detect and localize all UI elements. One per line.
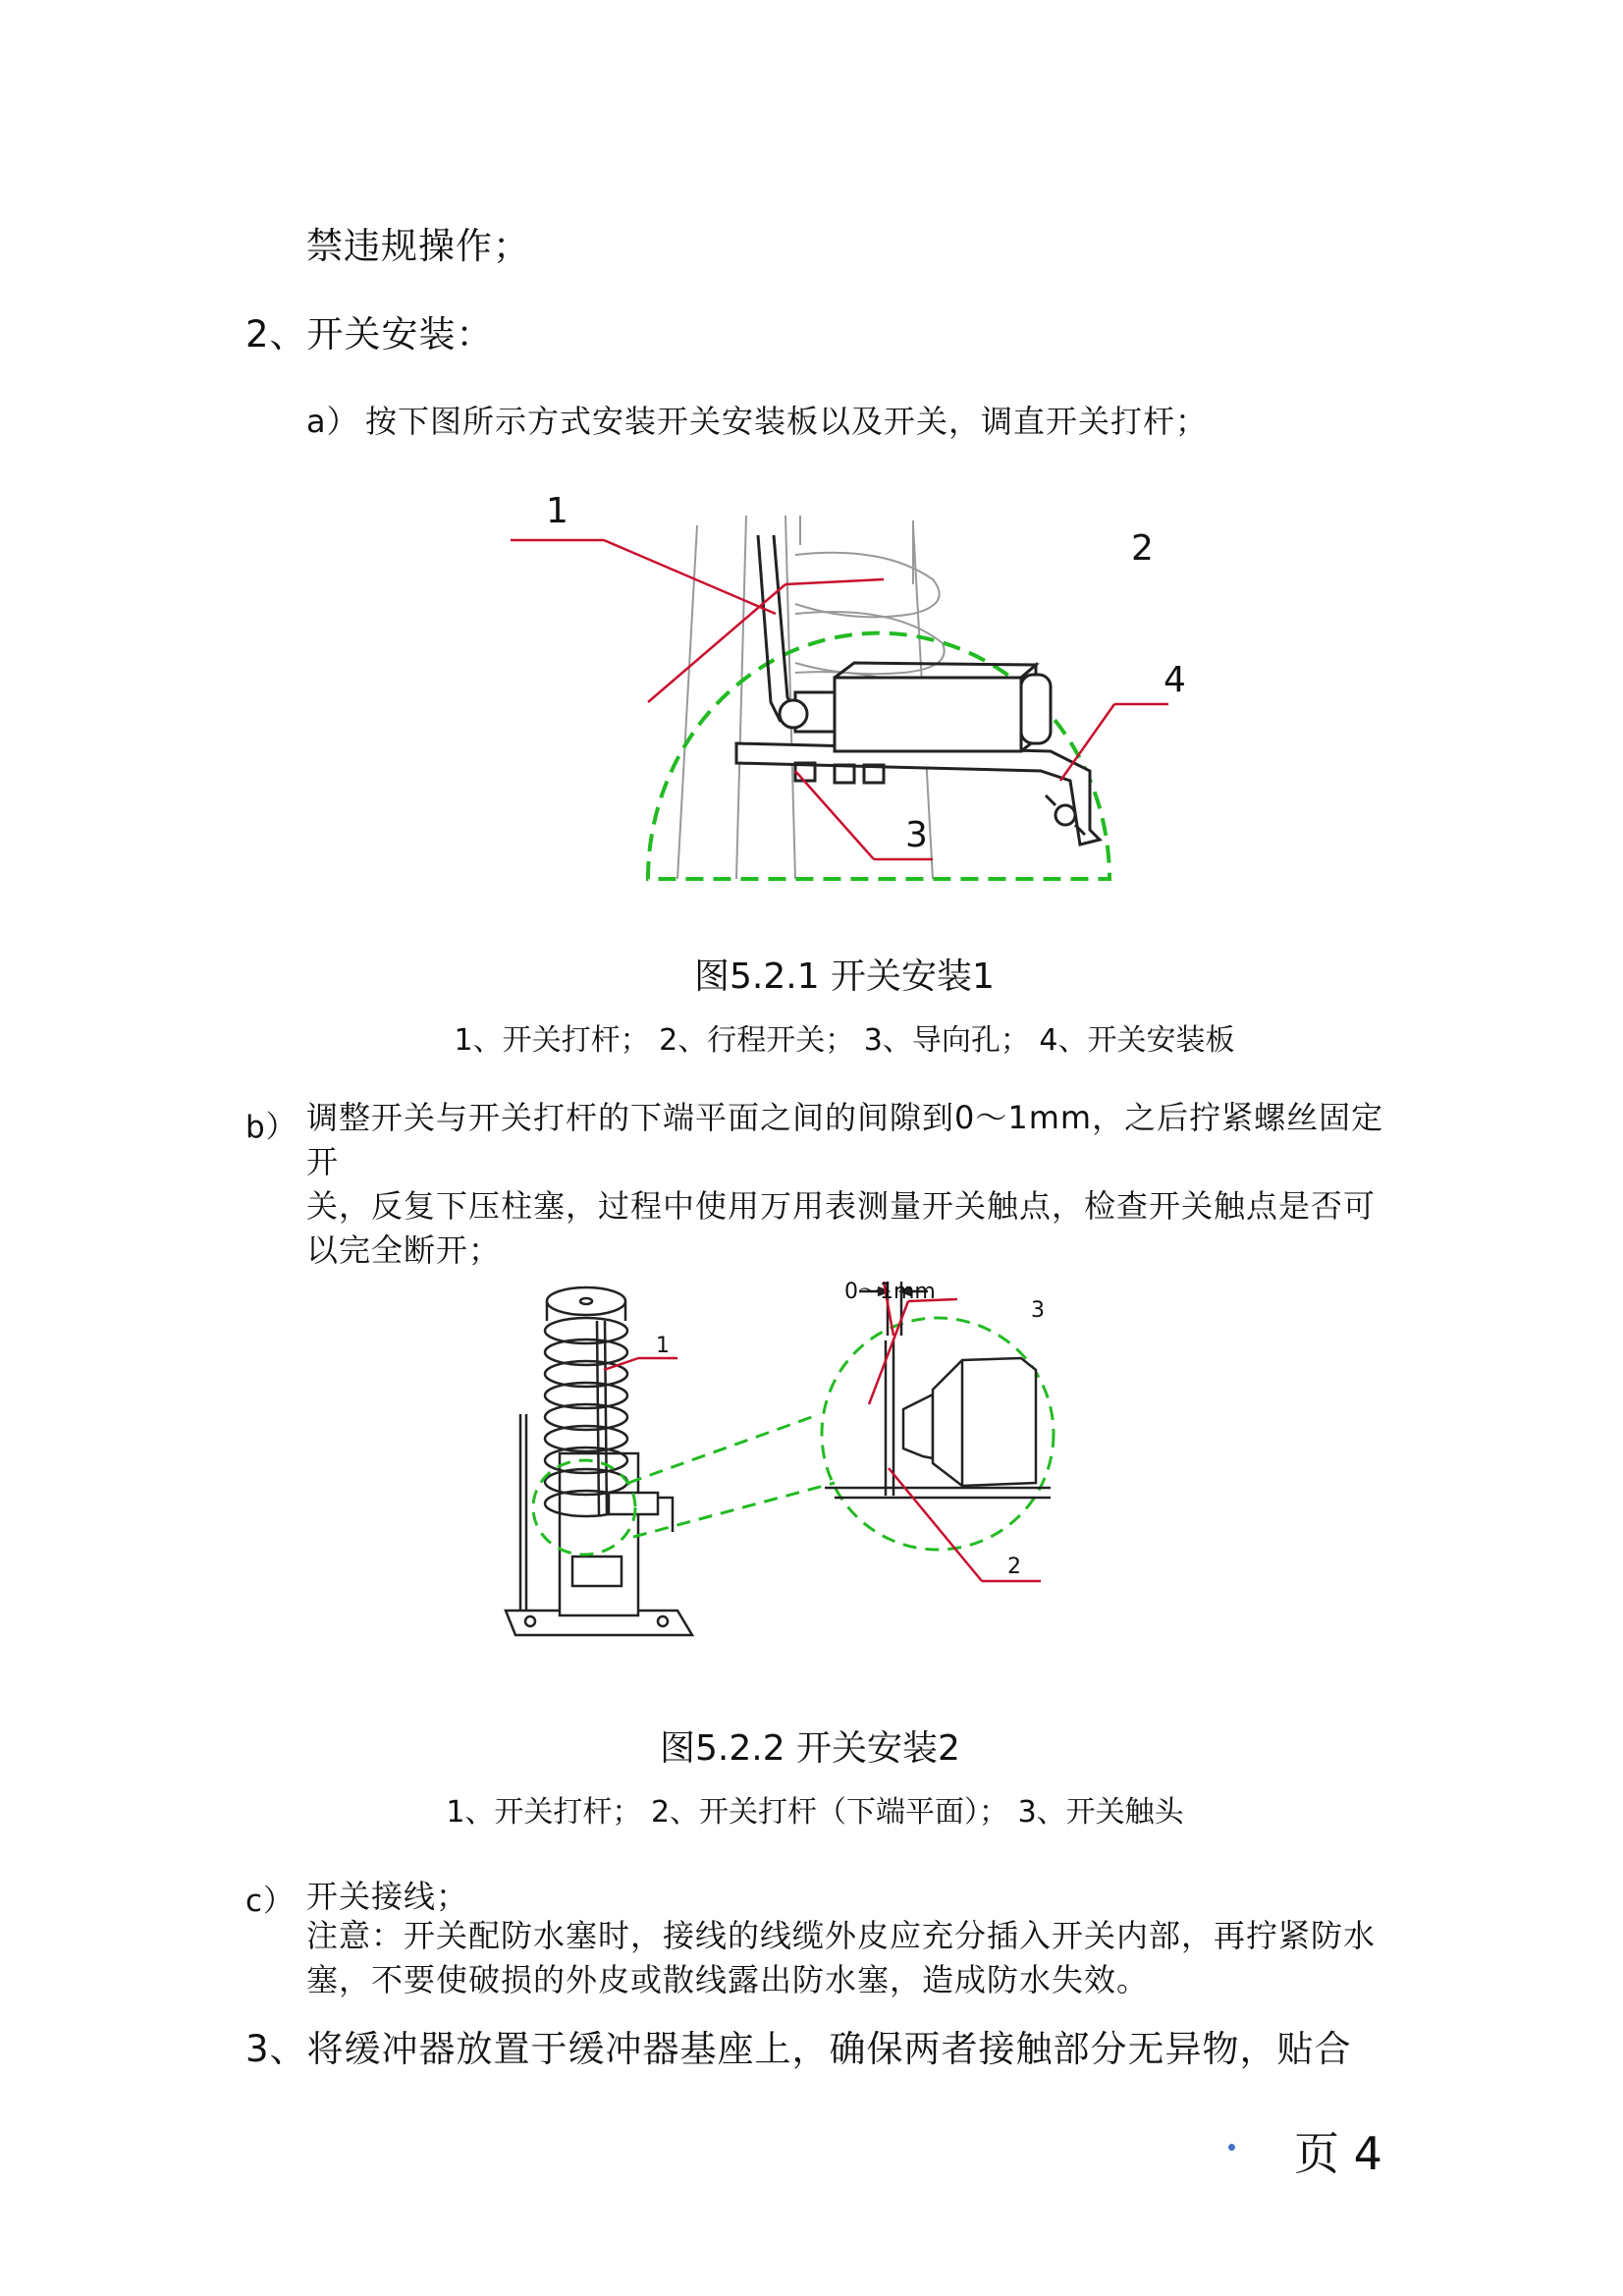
footer-dot <box>1228 2144 1235 2151</box>
item-c-note <box>306 1914 1406 2002</box>
item-c-note-line: 塞，不要使破损的外皮或散线露出防水塞，造成防水失效。 <box>306 1961 1150 1998</box>
figure-2-legend: 1、开关打杆； 2、开关打杆（下端平面）； 3、开关触头 <box>446 1795 1184 1830</box>
continuation-text: 禁违规操作； <box>306 225 530 267</box>
fig2-callout-2: 2 <box>1007 1555 1021 1579</box>
item-c-title: 开关接线； <box>306 1878 469 1915</box>
figure-1-legend: 1、开关打杆； 2、行程开关； 3、导向孔； 4、开关安装板 <box>454 1023 1235 1058</box>
callout-1: 1 <box>546 491 568 531</box>
item-b-line: 以完全断开； <box>306 1231 502 1269</box>
callout-3: 3 <box>905 815 928 855</box>
item-a-marker: a） <box>306 403 359 440</box>
page-number: 页 4 <box>1294 2127 1382 2180</box>
section-heading-2: 2、开关安装： <box>245 313 494 355</box>
figure-switch-install-2 <box>471 1262 1217 1674</box>
callout-2: 2 <box>1131 528 1154 569</box>
fig2-callout-1: 1 <box>656 1334 670 1358</box>
figure-2-caption: 图5.2.2 开关安装2 <box>660 1728 960 1769</box>
item-c-note-line: 注意：开关配防水塞时，接线的线缆外皮应充分插入开关内部，再拧紧防水 <box>306 1917 1377 1954</box>
item-b-line: 关，反复下压柱塞，过程中使用万用表测量开关触点，检查开关触点是否可 <box>306 1187 1377 1225</box>
callout-4: 4 <box>1163 660 1186 700</box>
item-b-marker: b） <box>245 1110 298 1145</box>
gap-label: 0～1mm <box>844 1280 936 1304</box>
item-b-line: 调整开关与开关打杆的下端平面之间的间隙到0～1mm，之后拧紧螺丝固定开 <box>306 1099 1384 1180</box>
item-a-text: 按下图所示方式安装开关安装板以及开关，调直开关打杆； <box>365 403 1209 440</box>
section-3-text: 3、将缓冲器放置于缓冲器基座上，确保两者接触部分无异物，贴合 <box>245 2028 1352 2070</box>
item-b-text <box>306 1096 1406 1273</box>
fig2-callout-3: 3 <box>1031 1298 1045 1323</box>
item-c-marker: c） <box>245 1884 296 1919</box>
figure-1-caption: 图5.2.1 开关安装1 <box>694 957 995 997</box>
